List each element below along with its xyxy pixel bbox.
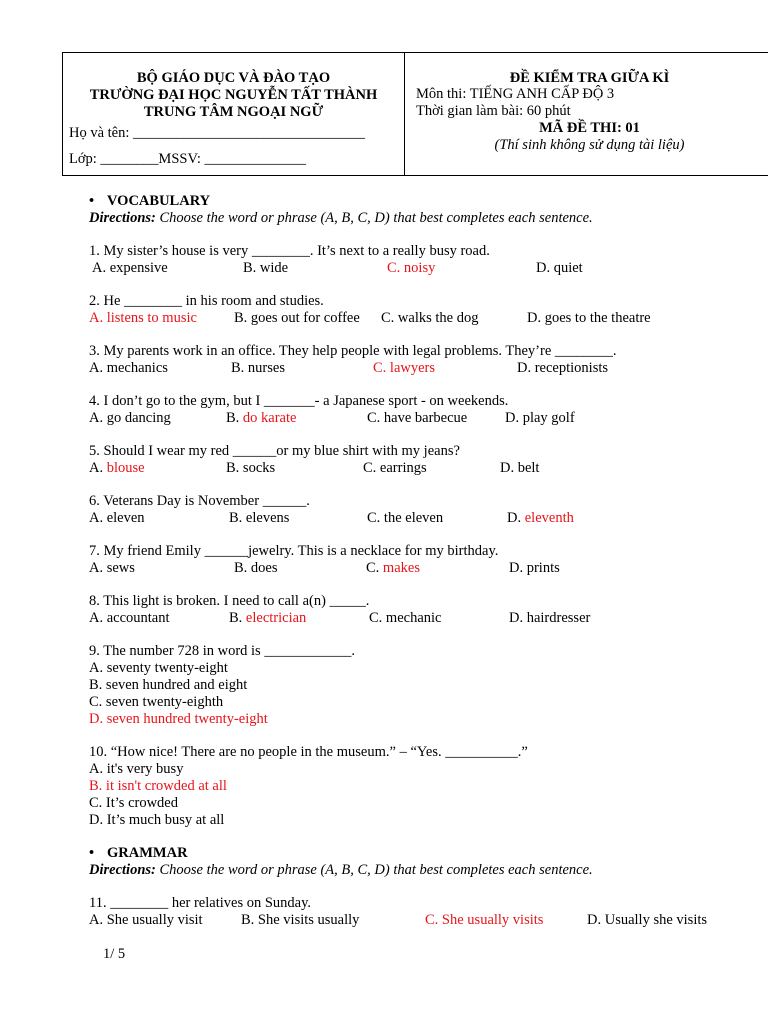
option-b[interactable] [226,410,296,427]
option-c[interactable]: C. mechanic [369,610,442,626]
option-b-answer[interactable]: B. it isn't crowded at all [89,778,227,794]
directions-label: Directions: [89,862,156,878]
option-d-answer: eleventh [524,510,574,526]
option-b-answer: do karate [242,410,297,426]
question-stem: 10. “How nice! There are no people in the museum.” – “Yes. __________.” [89,744,528,760]
options-row [89,560,759,577]
question-2 [89,293,759,327]
question-stem: 1. My sister’s house is very ________. It’s next to a really busy road. [89,243,490,259]
option-a-answer: blouse [106,460,145,476]
question-10 [89,744,759,829]
option-c-answer: makes [382,560,420,576]
question-6 [89,493,759,527]
exam-content [89,193,759,929]
name-field: Họ và tên: ________________________________ [69,125,366,141]
exam-title: ĐỀ KIỂM TRA GIỮA KÌ [509,70,670,86]
question-stem: 9. The number 728 in word is ____________. [89,643,355,659]
header-left [63,53,405,175]
option-a[interactable]: A. go dancing [89,410,171,426]
exam-subject: Môn thi: TIẾNG ANH CẤP ĐỘ 3 [416,86,615,102]
option-c[interactable]: C. have barbecue [367,410,468,426]
option-c[interactable]: C. earrings [363,460,427,476]
option-c-answer[interactable]: C. She usually visits [425,912,544,928]
option-d[interactable]: D. Usually she visits [587,912,708,928]
option-c[interactable]: C. walks the dog [381,310,479,326]
organization-block [63,70,404,121]
question-5 [89,443,759,477]
option-letter: D. [507,510,525,526]
option-a[interactable]: A. sews [89,560,135,576]
directions-text: Choose the word or phrase (A, B, C, D) that best completes each sentence. [155,862,593,878]
option-a[interactable]: A. She usually visit [89,912,203,928]
option-b[interactable]: B. does [234,560,278,576]
section-title: GRAMMAR [107,845,188,861]
question-stem: 3. My parents work in an office. They help people with legal problems. They’re ________. [89,343,617,359]
option-b[interactable]: B. She visits usually [241,912,360,928]
exam-code: MÃ ĐỀ THI: 01 [539,120,640,136]
options-row [89,360,759,377]
option-b[interactable]: B. goes out for coffee [234,310,360,326]
option-d[interactable]: D. receptionists [517,360,609,376]
question-11 [89,895,759,929]
exam-header [62,52,768,176]
option-d[interactable]: D. quiet [536,260,583,276]
question-8 [89,593,759,627]
directions-label: Directions: [89,210,156,226]
class-field: Lớp: ________MSSV: ______________ [69,151,306,167]
option-a[interactable]: A. seventy twenty-eight [89,660,228,676]
grammar-heading [89,845,759,862]
question-3 [89,343,759,377]
bullet-icon: • [89,845,95,861]
option-d[interactable]: D. belt [500,460,540,476]
option-c[interactable]: C. It’s crowded [89,795,178,811]
option-letter: B. [229,610,246,626]
question-stem: 8. This light is broken. I need to call a(n) _____. [89,593,370,609]
bullet-icon: • [89,193,95,209]
question-1 [89,243,759,277]
option-c-answer[interactable]: C. lawyers [373,360,436,376]
option-d[interactable]: D. goes to the theatre [527,310,651,326]
option-b[interactable]: B. nurses [231,360,285,376]
option-c[interactable]: C. the eleven [367,510,444,526]
option-b[interactable]: B. elevens [229,510,290,526]
question-4 [89,393,759,427]
directions-text: Choose the word or phrase (A, B, C, D) that best completes each sentence. [155,210,593,226]
option-letter: C. [366,560,383,576]
question-stem: 11. ________ her relatives on Sunday. [89,895,312,911]
option-a-answer[interactable]: A. listens to music [89,310,197,326]
section-title: VOCABULARY [107,193,211,209]
option-b[interactable]: B. wide [243,260,289,276]
option-b[interactable] [229,610,306,627]
page-number: 1/ 5 [103,946,126,962]
options-row [89,410,759,427]
university-name: TRƯỜNG ĐẠI HỌC NGUYỄN TẤT THÀNH [89,87,378,103]
exam-note: (Thí sinh không sử dụng tài liệu) [494,137,685,153]
options-row [89,912,759,929]
option-letter: B. [226,410,243,426]
question-7 [89,543,759,577]
option-letter: A. [89,460,107,476]
question-stem: 2. He ________ in his room and studies. [89,293,324,309]
options-row [89,310,759,327]
question-stem: 4. I don’t go to the gym, but I _______- a Japanese sport - on weekends. [89,393,509,409]
option-b[interactable]: B. socks [226,460,276,476]
options-row [89,260,759,277]
question-stem: 7. My friend Emily ______jewelry. This is a necklace for my birthday. [89,543,499,559]
question-stem: 5. Should I wear my red ______or my blue shirt with my jeans? [89,443,460,459]
grammar-directions [89,862,759,879]
option-a[interactable]: A. mechanics [89,360,168,376]
option-d[interactable]: D. play golf [505,410,575,426]
option-a[interactable]: A. it's very busy [89,761,184,777]
option-d-answer[interactable]: D. seven hundred twenty-eight [89,711,268,727]
option-a[interactable] [89,460,145,477]
options-row [89,460,759,477]
options-row [89,510,759,527]
option-c[interactable]: C. seven twenty-eighth [89,694,224,710]
option-a[interactable]: A. expensive [92,260,168,276]
question-9 [89,643,759,728]
question-stem: 6. Veterans Day is November ______. [89,493,310,509]
ministry-name: BỘ GIÁO DỤC VÀ ĐÀO TẠO [136,70,331,86]
option-c[interactable] [366,560,420,577]
option-a[interactable]: A. accountant [89,610,170,626]
option-d[interactable] [507,510,574,527]
exam-time: Thời gian làm bài: 60 phút [416,103,571,119]
option-b-answer: electrician [245,610,307,626]
vocabulary-heading [89,193,759,210]
center-name: TRUNG TÂM NGOẠI NGỮ [143,104,324,120]
option-d[interactable]: D. hairdresser [509,610,591,626]
option-b[interactable]: B. seven hundred and eight [89,677,248,693]
options-row [89,610,759,627]
header-right [405,53,768,175]
option-d[interactable]: D. It’s much busy at all [89,812,225,828]
option-d[interactable]: D. prints [509,560,560,576]
option-c-answer[interactable]: C. noisy [387,260,436,276]
option-a[interactable]: A. eleven [89,510,145,526]
vocabulary-directions [89,210,759,227]
